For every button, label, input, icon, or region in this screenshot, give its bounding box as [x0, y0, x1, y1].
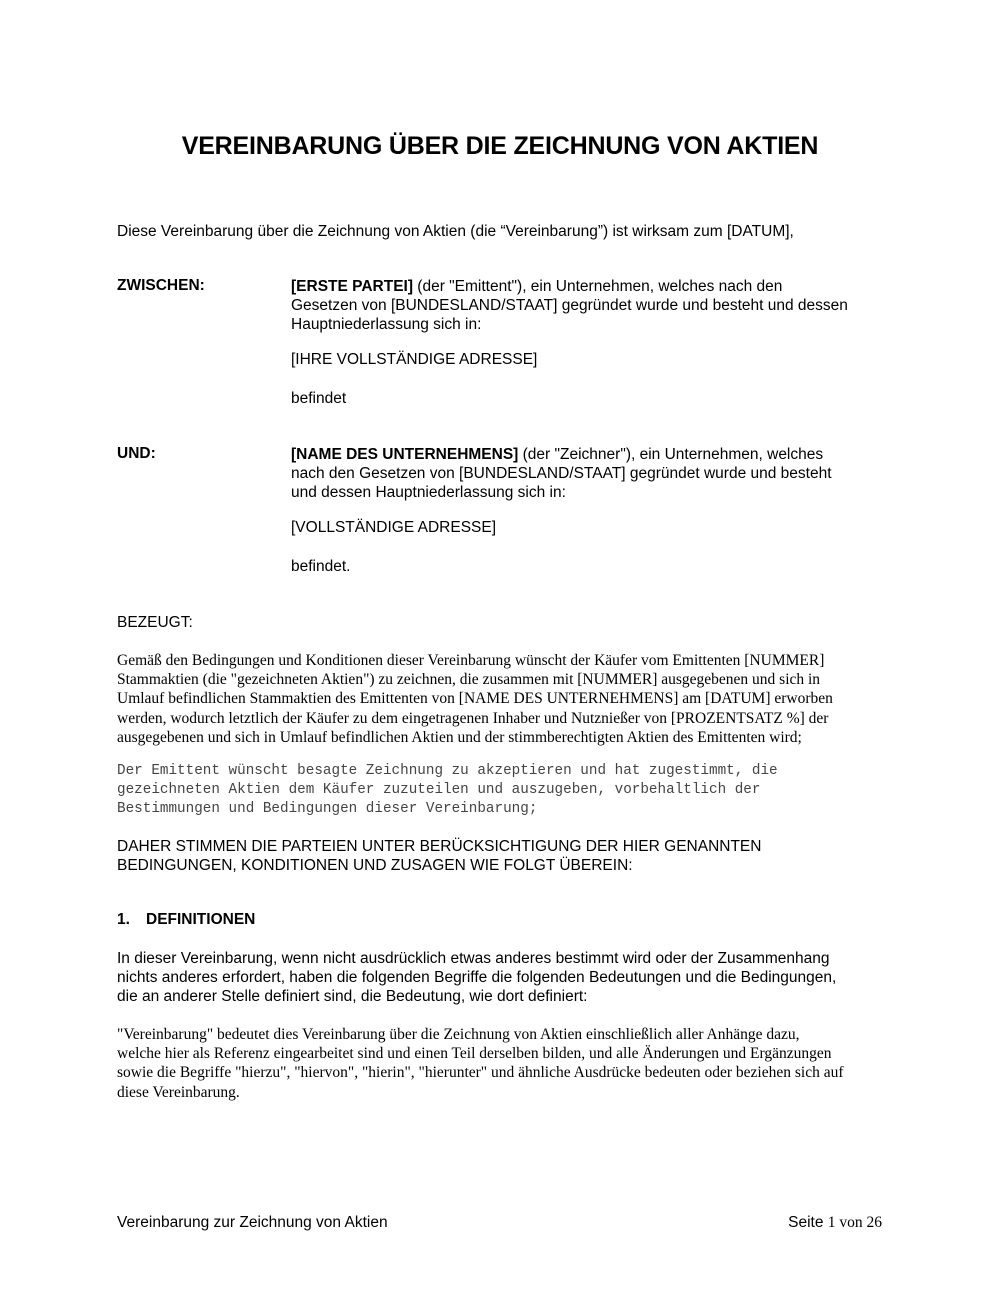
party-1-line-2: Gesetzen von [BUNDESLAND/STAAT] gegründet wurde und besteht und dessen: [291, 297, 848, 314]
recital-1-line: Umlauf befindlichen Stammaktien des Emittenten von [NAME DES UNTERNEHMENS] am [DATUM] erworben: [117, 690, 833, 708]
footer-page-word: Seite: [788, 1214, 828, 1231]
party-2-closing: befindet.: [291, 558, 351, 575]
document-title: VEREINBARUNG ÜBER DIE ZEICHNUNG VON AKTIEN: [181, 132, 819, 160]
definition-line: welche hier als Referenz eingearbeitet sind und einen Teil derselben bilden, und alle Änderungen und Ergänzungen: [117, 1045, 832, 1063]
section-1-intro-line: In dieser Vereinbarung, wenn nicht ausdrücklich etwas anderes bestimmt wird oder der Zusammenhang: [117, 950, 830, 967]
party-2-line-3: und dessen Hauptniederlassung sich in:: [291, 484, 566, 501]
party-1-description: [291, 277, 911, 334]
recital-1-line: ausgegebenen und sich in Umlauf befindlichen Aktien und der stimmberechtigten Aktien des Emittenten wird;: [117, 728, 802, 746]
recital-2-line: Der Emittent wünscht besagte Zeichnung zu akzeptieren und hat zugestimmt, die: [117, 763, 778, 779]
definition-agreement: [117, 1025, 917, 1102]
section-1-intro: [117, 949, 917, 1006]
footer-page-number: 1: [827, 1214, 836, 1231]
party-2-line-2: nach den Gesetzen von [BUNDESLAND/STAAT] gegründet wurde und besteht: [291, 465, 832, 482]
agreement-clause: [117, 837, 917, 875]
section-1-intro-line: nichts anderes erfordert, haben die folgenden Begriffe die folgenden Bedeutungen und die Bedingungen,: [117, 969, 837, 986]
party-2-label: UND:: [117, 445, 156, 462]
party-1-line-3: Hauptniederlassung sich in:: [291, 316, 482, 333]
recital-1: [117, 651, 907, 747]
footer-of-word: von: [835, 1214, 867, 1231]
party-1-name: [ERSTE PARTEI]: [291, 278, 413, 295]
agreement-line: BEDINGUNGEN, KONDITIONEN UND ZUSAGEN WIE FOLGT ÜBEREIN:: [117, 857, 633, 874]
party-1-line-1: (der "Emittent"), ein Unternehmen, welches nach den: [413, 278, 783, 295]
footer-document-name: Vereinbarung zur Zeichnung von Aktien: [117, 1214, 388, 1231]
recital-1-line: Stammaktien (die "gezeichneten Aktien") zu zeichnen, die zusammen mit [NUMMER] ausgegebenen und sich in: [117, 671, 821, 689]
party-1-address: [IHRE VOLLSTÄNDIGE ADRESSE]: [291, 351, 538, 368]
intro-paragraph: Diese Vereinbarung über die Zeichnung von Aktien (die “Vereinbarung”) ist wirksam zum [DATUM],: [117, 223, 794, 240]
recital-1-line: werden, wodurch letztlich der Käufer zu dem eingetragenen Inhaber und Nutznießer von [PROZENTSATZ %] der: [117, 709, 829, 727]
party-2-address: [VOLLSTÄNDIGE ADRESSE]: [291, 519, 497, 536]
agreement-line: DAHER STIMMEN DIE PARTEIEN UNTER BERÜCKSICHTIGUNG DER HIER GENANNTEN: [117, 838, 762, 855]
party-1-label: ZWISCHEN:: [117, 277, 205, 294]
footer-page-indicator: [788, 1213, 882, 1232]
party-2-line-1: (der "Zeichner"), ein Unternehmen, welches: [518, 446, 824, 463]
party-2-name: [NAME DES UNTERNEHMENS]: [291, 446, 519, 463]
section-1-intro-line: die an anderer Stelle definiert sind, die Bedeutung, wie dort definiert:: [117, 988, 588, 1005]
section-1-number: 1.: [117, 911, 130, 928]
definition-line: sowie die Begriffe "hierzu", "hiervon", "hierin", "hierunter" und ähnliche Ausdrücke bedeuten oder beziehen sich auf: [117, 1064, 844, 1082]
definition-line: diese Vereinbarung.: [117, 1083, 240, 1101]
recital-2-line: Bestimmungen und Bedingungen dieser Vereinbarung;: [117, 801, 538, 817]
footer-total-pages: 26: [866, 1214, 882, 1231]
recital-2: [117, 762, 917, 819]
definition-line: "Vereinbarung" bedeutet dies Vereinbarung über die Zeichnung von Aktien einschließlich aller Anhänge dazu,: [117, 1026, 800, 1043]
recital-2-line: gezeichneten Aktien dem Käufer zuzuteilen und auszugeben, vorbehaltlich der: [117, 782, 761, 798]
recital-1-line: Gemäß den Bedingungen und Konditionen dieser Vereinbarung wünscht der Käufer vom Emittenten [NUMMER]: [117, 652, 825, 669]
party-1-closing: befindet: [291, 390, 347, 407]
party-2-description: [291, 445, 911, 502]
witnesseth-label: BEZEUGT:: [117, 614, 193, 631]
section-1-heading: DEFINITIONEN: [146, 911, 256, 928]
